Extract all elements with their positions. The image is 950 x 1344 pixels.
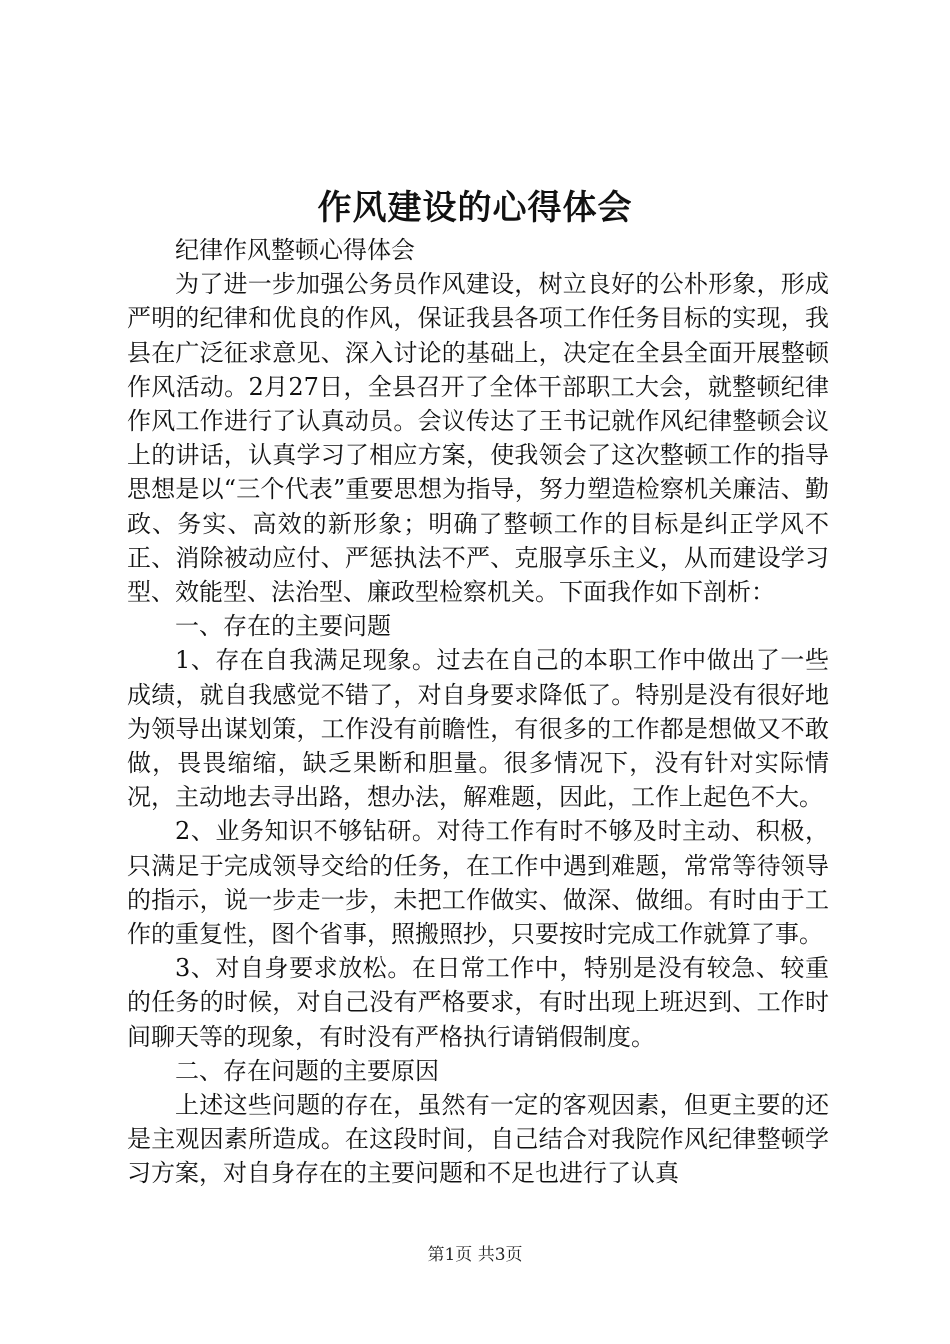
problem-paragraph-2: 2、业务知识不够钻研。对待工作有时不够及时主动、积极，只满足于完成领导交给的任务，在工作中遇到难题，常常等待领导的指示，说一步走一步，未把工作做实、做深、做细。有时由于工作的重复性，图个省事，照搬照抄，只要按时完成工作就算了事。 [127, 817, 829, 949]
section-heading-causes: 二、存在问题的主要原因 [175, 1056, 439, 1085]
subtitle-paragraph: 纪律作风整顿心得体会 [175, 236, 415, 264]
document-title: 作风建设的心得体会 [317, 188, 633, 228]
problem-paragraph-1: 1、存在自我满足现象。过去在自己的本职工作中做出了一些成绩，就自我感觉不错了，对自身要求降低了。特别是没有很好地为领导出谋划策，工作没有前瞻性，有很多的工作都是想做又不敢做，畏畏缩缩，缺乏果断和胆量。很多情况下，没有针对实际情况，主动地去寻出路，想办法，解难题，因此，工作上起色不大。 [127, 646, 829, 812]
document-body [127, 233, 829, 1191]
problem-paragraph-3: 3、对自身要求放松。在日常工作中，特别是没有较急、较重的任务的时候，对自己没有严格要求，有时出现上班迟到、工作时间聊天等的现象，有时没有严格执行请销假制度。 [127, 954, 829, 1051]
causes-paragraph: 上述这些问题的存在，虽然有一定的客观因素，但更主要的还是主观因素所造成。在这段时间，自己结合对我院作风纪律整顿学习方案，对自身存在的主要问题和不足也进行了认真 [127, 1091, 829, 1188]
section-heading-problems: 一、存在的主要问题 [175, 612, 391, 641]
page-footer: 第1页 共3页 [427, 1245, 523, 1265]
intro-paragraph: 为了进一步加强公务员作风建设，树立良好的公朴形象，形成严明的纪律和优良的作风，保证我县各项工作任务目标的实现，我县在广泛征求意见、深入讨论的基础上，决定在全县全面开展整顿作风活动。2月27日，全县召开了全体干部职工大会，就整顿纪律作风工作进行了认真动员。会议传达了王书记就作风纪律整顿会议上的讲话，认真学习了相应方案，使我领会了这次整顿工作的指导思想是以“三个代表”重要思想为指导，努力塑造检察机关廉洁、勤政、务实、高效的新形象；明确了整顿工作的目标是纠正学风不正、消除被动应付、严惩执法不严、克服享乐主义，从而建设学习型、效能型、法治型、廉政型检察机关。下面我作如下剖析： [127, 270, 829, 607]
